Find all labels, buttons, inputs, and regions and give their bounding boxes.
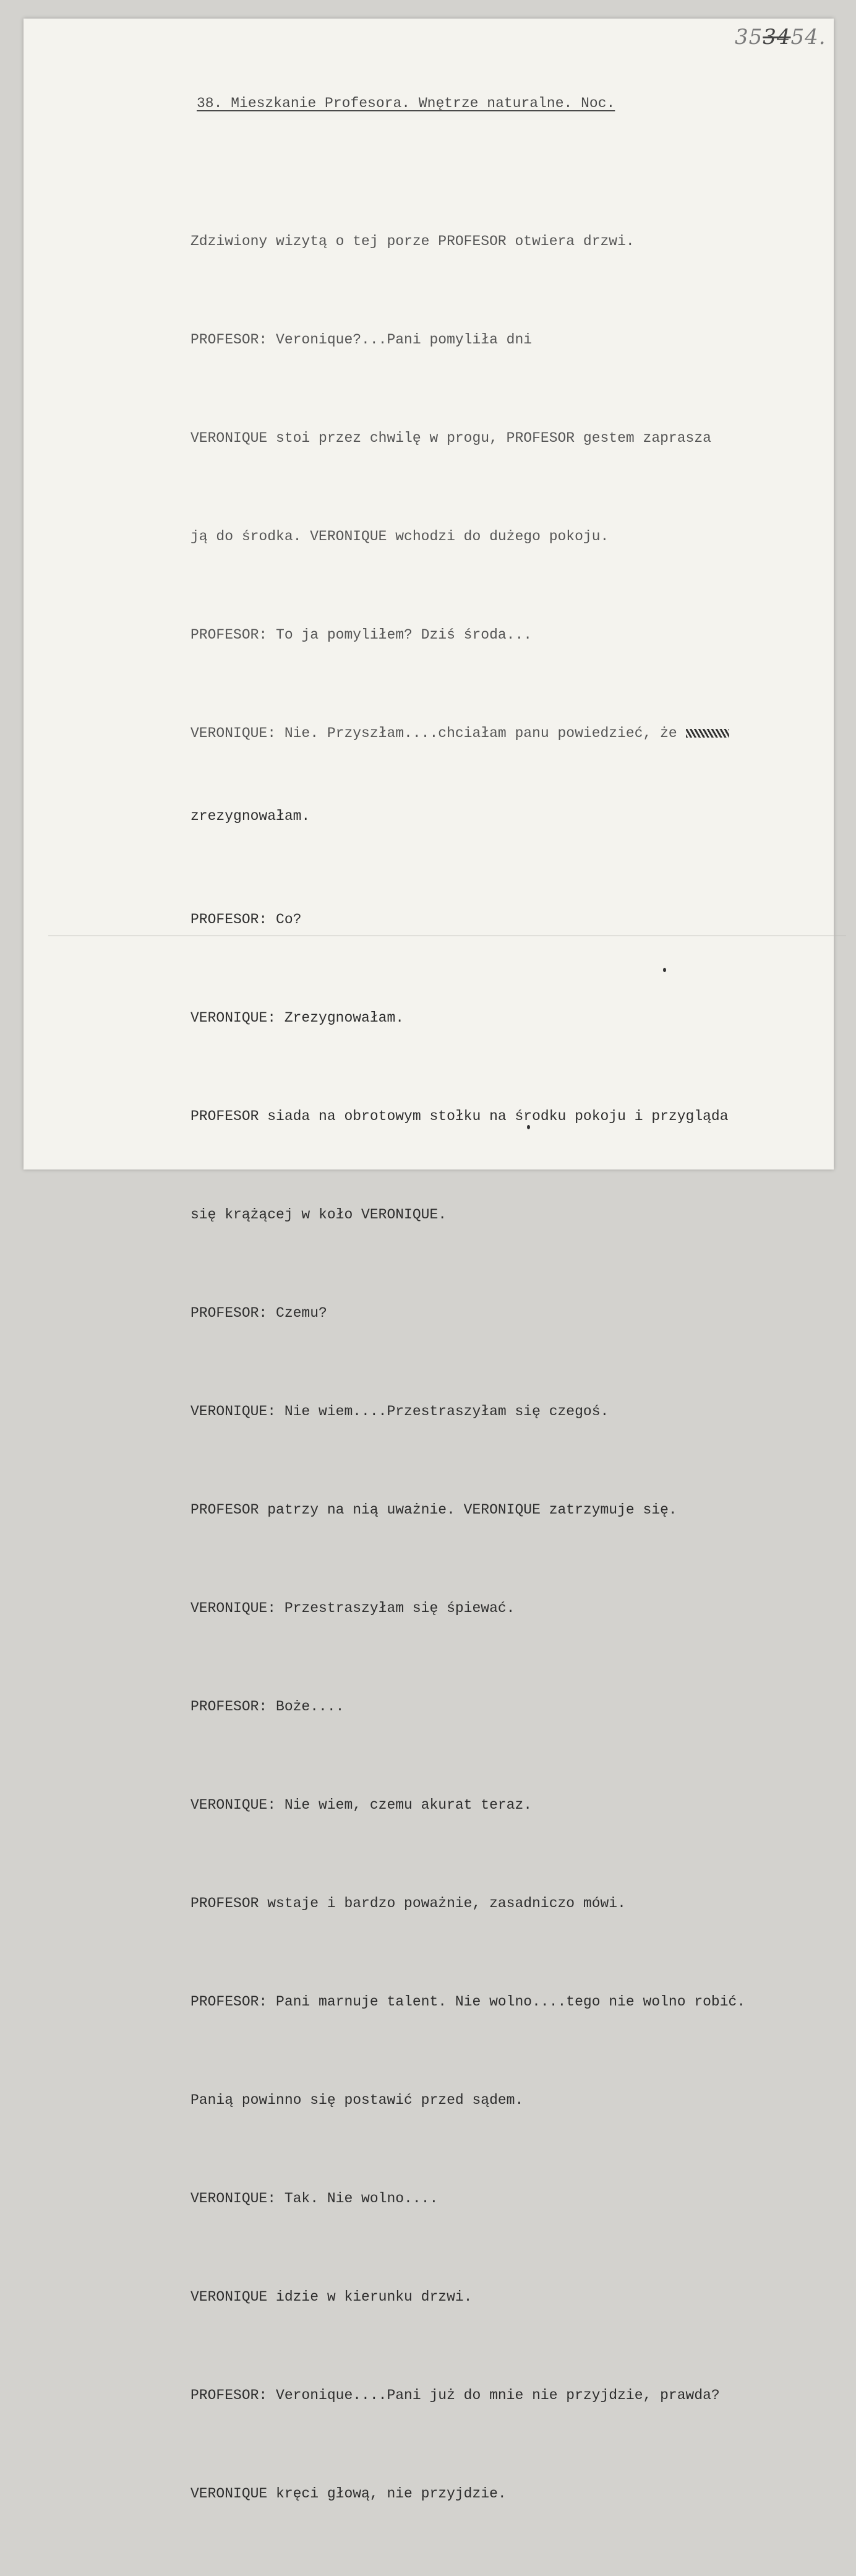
- script-line: VERONIQUE kręci głową, nie przyjdzie.: [190, 2486, 507, 2502]
- script-line: Panią powinno się postawić przed sądem.: [190, 2092, 524, 2108]
- script-line: Zdziwiony wizytą o tej porze PROFESOR otwiera drzwi.: [190, 233, 635, 249]
- script-line: PROFESOR: Pani marnuje talent. Nie wolno....tego nie wolno robić.: [190, 1994, 746, 2010]
- script-line: PROFESOR wstaje i bardzo poważnie, zasadniczo mówi.: [190, 1895, 626, 1911]
- script-line: VERONIQUE: Nie wiem....Przestraszyłam się czegoś.: [190, 1403, 609, 1419]
- script-line: VERONIQUE: Przestraszyłam się śpiewać.: [190, 1600, 515, 1616]
- crossed-out-word: [686, 729, 729, 738]
- page-number-main: 35: [735, 25, 763, 50]
- script-line: PROFESOR: Co?: [190, 911, 302, 928]
- script-line: PROFESOR: Veronique....Pani już do mnie nie przyjdzie, prawda?: [190, 2387, 720, 2403]
- script-line: PROFESOR: Czemu?: [190, 1305, 327, 1321]
- script-line: się krążącej w koło VERONIQUE.: [190, 1207, 447, 1223]
- script-line: VERONIQUE: Nie wiem, czemu akurat teraz.: [190, 1797, 533, 1813]
- ink-speck: [663, 968, 666, 972]
- script-line: PROFESOR: Veronique?...Pani pomyliła dni: [190, 332, 533, 348]
- scene-heading: 38. Mieszkanie Profesora. Wnętrze naturalne. Noc.: [197, 95, 615, 111]
- script-line: ją do środka. VERONIQUE wchodzi do dużego pokoju.: [190, 528, 609, 545]
- page-number-crossed: 34: [763, 25, 791, 50]
- script-line: PROFESOR: To ja pomyliłem? Dziś środa...: [190, 627, 533, 643]
- document-page: [24, 19, 834, 2502]
- script-line: VERONIQUE idzie w kierunku drzwi.: [190, 2289, 473, 2305]
- script-line: PROFESOR patrzy na nią uważnie. VERONIQUE zatrzymuje się.: [190, 1502, 677, 1518]
- page-number: [735, 25, 826, 50]
- script-line: VERONIQUE: Tak. Nie wolno....: [190, 2190, 439, 2207]
- script-line-with-correction: [190, 717, 846, 750]
- script-line: VERONIQUE stoi przez chwilę w progu, PROFESOR gestem zaprasza: [190, 430, 711, 446]
- script-line: VERONIQUE: Zrezygnowałam.: [190, 1010, 404, 1026]
- ink-speck: [527, 1125, 530, 1129]
- script-line: zrezygnowałam.: [190, 808, 310, 824]
- script-line: PROFESOR: Boże....: [190, 1699, 345, 1715]
- page-number-secondary: 54.: [790, 25, 826, 50]
- script-line: PROFESOR siada na obrotowym stołku na środku pokoju i przygląda: [190, 1108, 729, 1124]
- script-body: [190, 160, 846, 2576]
- script-line-text: VERONIQUE: Nie. Przyszłam....chciałam panu powiedzieć, że: [190, 725, 677, 741]
